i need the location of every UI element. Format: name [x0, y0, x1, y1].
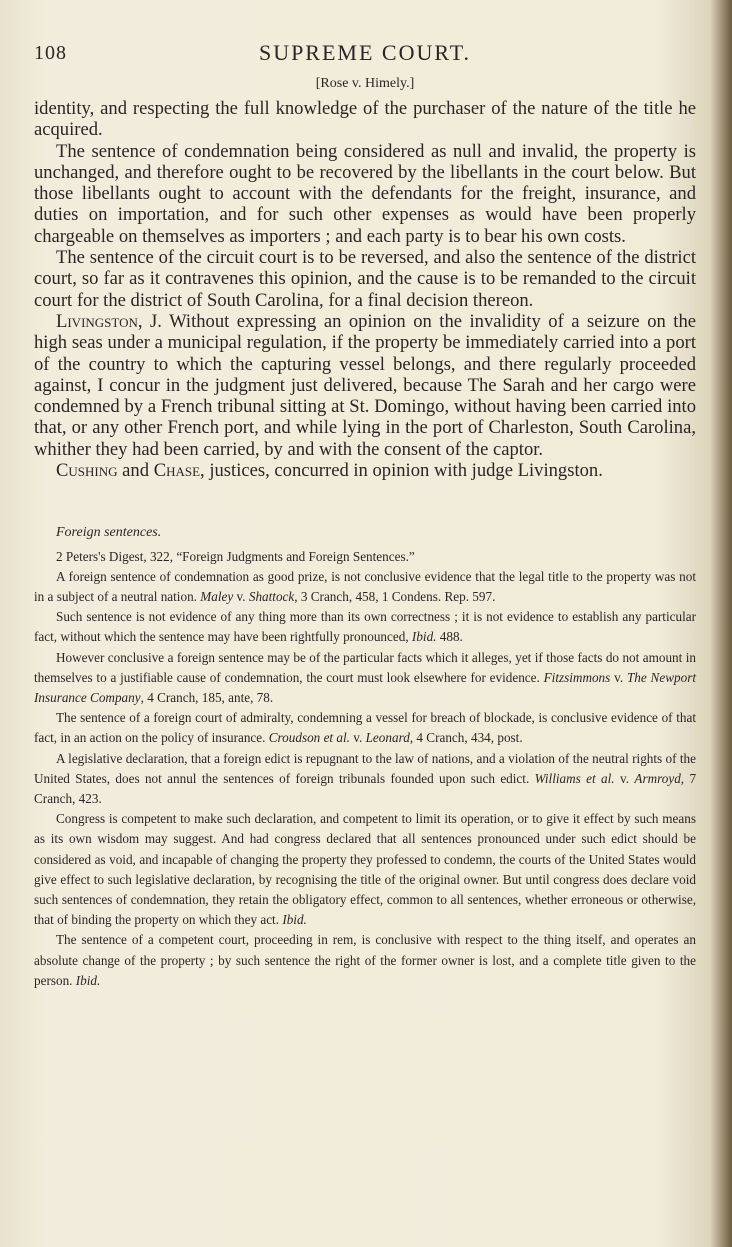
concurrence-paragraph [34, 460, 696, 481]
versus: v. [614, 669, 624, 685]
case-name: Fitzsimmons [543, 669, 611, 685]
note [34, 749, 696, 810]
paragraph: identity, and respecting the full knowledge of the purchaser of the nature of the title he acquired. [34, 98, 696, 141]
case-name: Williams et al. [534, 770, 615, 786]
ibid: Ibid. [75, 972, 101, 988]
justice-name: Chase [153, 460, 201, 482]
case-name: Shattock [248, 588, 295, 604]
page-number: 108 [34, 42, 67, 64]
section-gap [34, 481, 696, 523]
note-text: The sentence of a foreign court of admiralty, condemning a vessel for breach of blockade, is conclusive evidence of that fact, in an action on the policy of insurance. [34, 710, 696, 746]
note-text: A foreign sentence of condemnation as good prize, is not conclusive evidence that the legal title to the property was not in a subject of a neutral nation. [34, 568, 696, 604]
note [34, 809, 696, 930]
note-text: Such sentence is not evidence of any thing more than its own correctness ; it is not evidence to establish any particular fact, without which the sentence may have been rightfully pronounced, [34, 609, 696, 645]
paragraph: The sentence of condemnation being considered as null and invalid, the property is unchanged, and therefore ought to be recovered by the libellants in the court below. But those libellants ought to account with the defendants for the freight, insurance, and duties on importation, and for such other expenses as would have been properly chargeable on themselves as importers ; and each party is to bear his own costs. [34, 140, 696, 247]
case-title: [Rose v. Himely.] [315, 76, 415, 91]
note: 2 Peters's Digest, 322, “Foreign Judgments and Foreign Sentences.” [56, 548, 415, 564]
citation: , 3 Cranch, 458, 1 Condens. Rep. 597. [294, 588, 496, 604]
note-text: Congress is competent to make such declaration, and competent to limit its operation, or to give it effect by such means as its own wisdom may suggest. And had congress declared that all sentences pronounced under such edict should be considered as void, and incapable of changing the property they professed to condemn, the courts of the United States would give effect to such legislative declaration, by recognising the title of the original owner. But until congress does declare void such sentences of condemnation, they retain the obligatory effect, common to all sentences, whether erroneous or otherwise, that of binding the property on which they act. [34, 811, 696, 928]
citation: , 4 Cranch, 434, post. [409, 730, 523, 746]
ibid: Ibid. [282, 912, 307, 928]
note-text: A legislative declaration, that a foreign edict is repugnant to the law of nations, and a violation of the neutral rights of the United States, does not annul the sentences of foreign tribunals founded upon such edict. [34, 750, 696, 786]
versus: v. [619, 770, 630, 786]
note [34, 607, 696, 647]
paragraph-text: Without expressing an opinion on the invalidity of a seizure on the high seas under a municipal regulation, if the property be immediately carried into a port of the country to which the capturing vessel belongs, and there regularly proceeded against, I concur in the judgment just delivered, because The Sarah and her cargo were condemned by a French tribunal sitting at St. Domingo, without having been carried into that, or any other French port, and while lying in the port of Charleston, South Carolina, whither they had been carried, by and with the consent of the captor. [34, 310, 697, 460]
paragraph-text: , justices, concurred in opinion with judge Livingston. [200, 460, 603, 482]
justice-name: Cushing [56, 460, 118, 482]
ibid: Ibid. [411, 629, 437, 645]
case-name: Maley [200, 588, 234, 604]
notes-title: Foreign sentences. [56, 525, 162, 541]
citation: 488. [439, 629, 463, 645]
note-text: The sentence of a competent court, proceeding in rem, is conclusive with respect to the thing itself, and operates an absolute change of the property ; by such sentence the right of the former owner is lost, and a complete title given to the person. [34, 932, 696, 988]
citation: , 7 Cranch, 423. [34, 770, 697, 806]
case-name: Armroyd [634, 770, 681, 786]
note [34, 648, 696, 709]
justice-name: Livingston, J. [56, 310, 162, 332]
citation: , 4 Cranch, 185, ante, 78. [140, 689, 274, 705]
case-name: Croudson et al. [268, 730, 350, 746]
versus: v. [236, 588, 246, 604]
opinion-text [34, 98, 696, 481]
paragraph: The sentence of the circuit court is to be reversed, and also the sentence of the district court, so far as it contravenes this opinion, and the cause is to be remanded to the circuit court for the district of South Carolina, for a final decision thereon. [34, 247, 696, 311]
note-text: However conclusive a foreign sentence may be of the particular facts which it alleges, yet if those facts do not amount in themselves to a justifiable cause of condemnation, the court must look elsewhere for evidence. [34, 649, 696, 685]
conjunction: and [122, 460, 150, 482]
footnotes [34, 523, 696, 991]
running-head: SUPREME COURT. [258, 40, 472, 65]
note [34, 930, 696, 991]
note [34, 567, 696, 607]
livingston-paragraph [34, 311, 696, 460]
case-name: The Newport Insurance Company [34, 669, 696, 705]
case-name: Leonard [365, 730, 410, 746]
versus: v. [353, 730, 363, 746]
page-header [34, 40, 696, 72]
note [34, 708, 696, 748]
